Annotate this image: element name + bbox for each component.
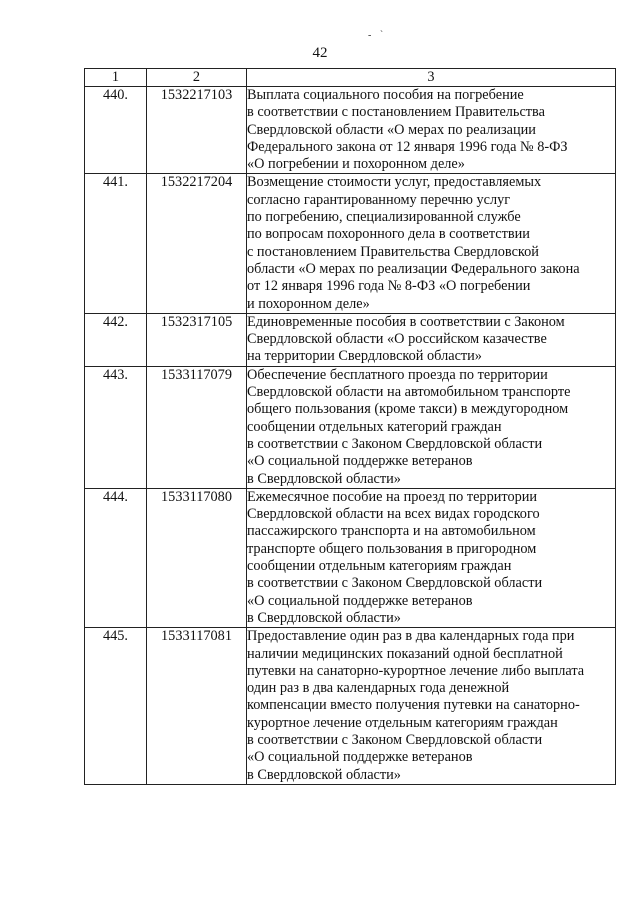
description-line: Ежемесячное пособие на проезд по территории (247, 488, 538, 505)
budget-code: 1533117079 (147, 366, 247, 488)
description-cell (247, 313, 616, 366)
row-number: 442. (85, 313, 147, 366)
description-line: пассажирского транспорта и на автомобильном (247, 523, 536, 540)
row-number: 440. (85, 87, 147, 174)
description-line: области «О мерах по реализации Федерального закона (247, 260, 580, 277)
description-line: по погребению, специализированной службе (247, 209, 521, 226)
description-line: согласно гарантированному перечню услуг (247, 191, 511, 208)
description-line: в соответствии с Законом Свердловской области (247, 435, 543, 452)
page-number: 42 (312, 45, 328, 61)
description-line: сообщении отдельным категориям граждан (247, 558, 512, 575)
budget-code: 1533117080 (147, 488, 247, 627)
description-line: Выплата социального пособия на погребение (247, 87, 524, 103)
table-row (85, 87, 616, 174)
description-line: Свердловской области «О мерах по реализации (247, 121, 536, 138)
description-cell (247, 174, 616, 313)
table-row (85, 628, 616, 785)
description-line: Свердловской области «О российском казачестве (247, 331, 547, 348)
description-line: в соответствии с постановлением Правительства (247, 104, 545, 121)
document-table (84, 68, 616, 785)
table-row (85, 488, 616, 627)
description-line: транспорте общего пользования в пригородном (247, 540, 537, 557)
description-line: сообщении отдельных категорий граждан (247, 418, 502, 435)
description-line: один раз в два календарных года денежной (247, 680, 510, 697)
description-line: Свердловской области на всех видах городского (247, 506, 540, 523)
description-line: и похоронном деле» (247, 295, 370, 312)
table-row (85, 313, 616, 366)
description-line: с постановлением Правительства Свердловской (247, 243, 539, 260)
description-line: «О погребении и похоронном деле» (247, 156, 465, 173)
budget-code: 1532217103 (147, 87, 247, 174)
description-line: «О социальной поддержке ветеранов (247, 749, 473, 766)
description-line: на территории Свердловской области» (247, 348, 482, 365)
description-line: Возмещение стоимости услуг, предоставляемых (247, 174, 542, 191)
column-header-2: 2 (147, 69, 247, 87)
description-line: в соответствии с Законом Свердловской области (247, 575, 543, 592)
row-number: 443. (85, 366, 147, 488)
description-line: по вопросам похоронного дела в соответствии (247, 226, 530, 243)
description-line: в Свердловской области» (247, 766, 401, 783)
column-header-1: 1 (85, 69, 147, 87)
description-line: в Свердловской области» (247, 470, 401, 487)
description-line: путевки на санаторно-курортное лечение либо выплата (247, 662, 585, 679)
description-line: Обеспечение бесплатного проезда по территории (247, 366, 548, 383)
description-line: «О социальной поддержке ветеранов (247, 592, 473, 609)
row-number: 441. (85, 174, 147, 313)
description-cell (247, 366, 616, 488)
row-number: 444. (85, 488, 147, 627)
table-row (85, 366, 616, 488)
description-line: в Свердловской области» (247, 609, 401, 626)
description-line: от 12 января 1996 года № 8-ФЗ «О погребении (247, 278, 531, 295)
description-line: общего пользования (кроме такси) в междугородном (247, 401, 569, 418)
description-line: компенсации вместо получения путевки на санаторно- (247, 697, 580, 714)
table-body (85, 87, 616, 785)
description-line: в соответствии с Законом Свердловской области (247, 731, 543, 748)
description-line: наличии медицинских показаний одной бесплатной (247, 645, 563, 662)
description-line: Федерального закона от 12 января 1996 года № 8-ФЗ (247, 138, 568, 155)
budget-code: 1533117081 (147, 628, 247, 785)
table-header-row (85, 69, 616, 87)
description-line: Единовременные пособия в соответствии с Законом (247, 313, 565, 330)
description-cell (247, 488, 616, 627)
description-line: курортное лечение отдельным категориям граждан (247, 714, 558, 731)
scan-mark: - ` (368, 30, 387, 41)
column-header-3: 3 (247, 69, 616, 87)
description-line: «О социальной поддержке ветеранов (247, 453, 473, 470)
description-cell (247, 628, 616, 785)
budget-code: 1532217204 (147, 174, 247, 313)
description-cell (247, 87, 616, 174)
budget-code: 1532317105 (147, 313, 247, 366)
description-line: Предоставление один раз в два календарных года при (247, 628, 575, 645)
row-number: 445. (85, 628, 147, 785)
description-line: Свердловской области на автомобильном транспорте (247, 384, 571, 401)
table-row (85, 174, 616, 313)
